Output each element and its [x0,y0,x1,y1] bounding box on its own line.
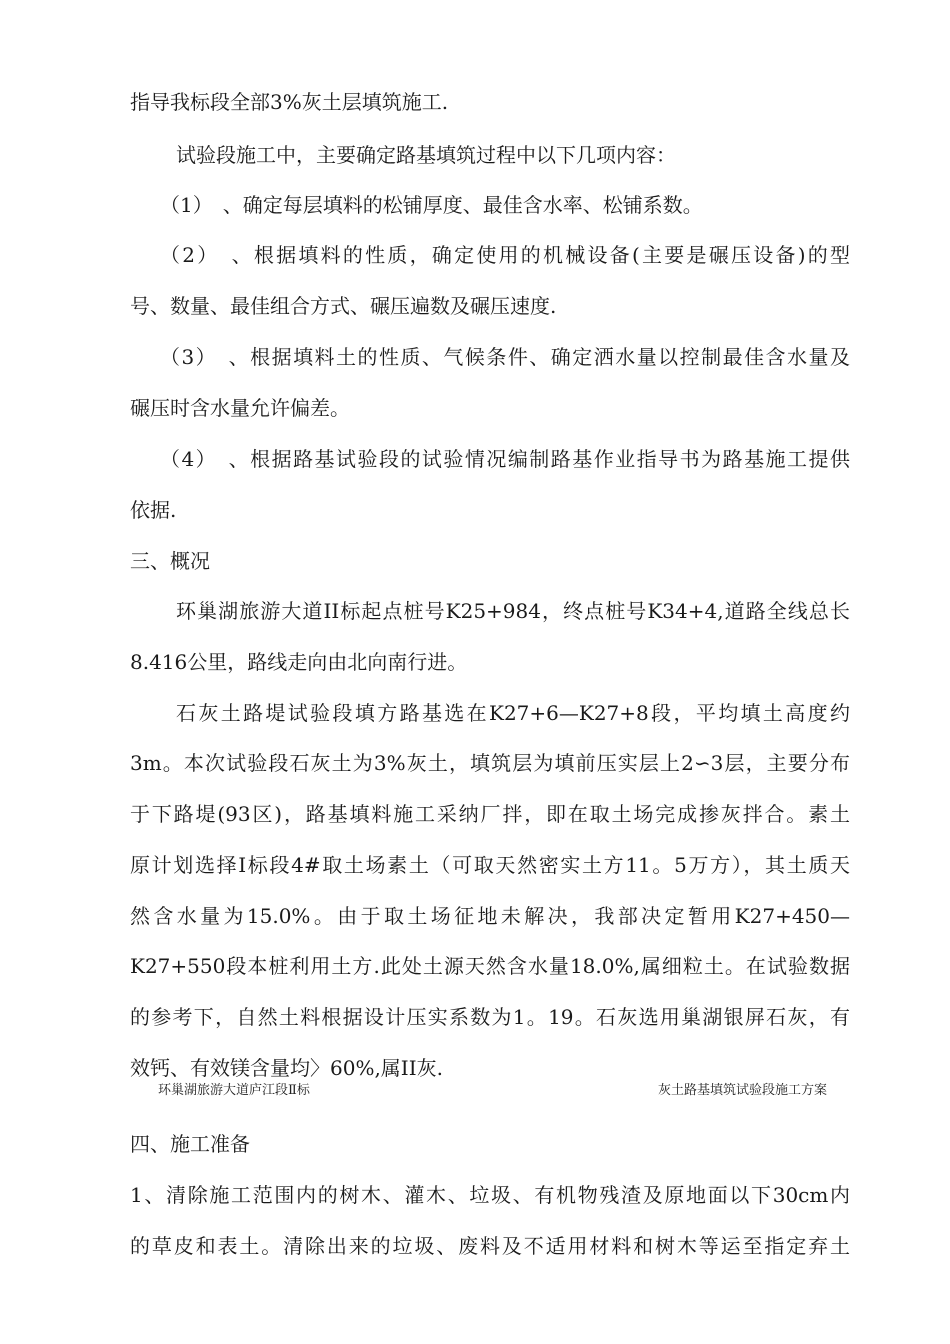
paragraph-line: 号、数量、最佳组合方式、碾压遍数及碾压速度. [130,294,557,318]
paragraph-line: 石灰土路堤试验段填方路基选在K27+6—K27+8段，平均填土高度约 [176,701,850,725]
paragraph-line: 碾压时含水量允许偏差。 [130,396,350,420]
paragraph-line: 效钙、有效镁含量均〉60%,属II灰. [130,1056,443,1080]
section-heading: 三、概况 [130,549,210,573]
list-item-4: （4） 、根据路基试验段的试验情况编制路基作业指导书为路基施工提供 [160,447,850,471]
paragraph-line: 1、清除施工范围内的树木、灌木、垃圾、有机物残渣及原地面以下30cm内 [130,1183,850,1207]
paragraph-line: 然含水量为15.0%。由于取土场征地未解决，我部决定暂用K27+450— [130,904,850,928]
paragraph-line: 的参考下，自然土料根据设计压实系数为1。19。石灰选用巢湖银屏石灰，有 [130,1005,850,1029]
list-item-3: （3） 、根据填料土的性质、气候条件、确定洒水量以控制最佳含水量及 [160,345,850,369]
footer-right: 灰土路基填筑试验段施工方案 [658,1083,828,1098]
list-item-2: （2） 、根据填料的性质，确定使用的机械设备(主要是碾压设备)的型 [160,243,850,267]
paragraph-line: 的草皮和表土。清除出来的垃圾、废料及不适用材料和树木等运至指定弃土 [130,1234,850,1258]
paragraph-line: 8.416公里，路线走向由北向南行进。 [130,650,468,674]
paragraph-line: 3m。本次试验段石灰土为3%灰土，填筑层为填前压实层上2∽3层，主要分布 [130,751,850,775]
paragraph-line: 原计划选择I标段4#取土场素土（可取天然密实土方11。5万方），其土质天 [130,853,850,877]
footer-left: 环巢湖旅游大道庐江段Ⅱ标 [158,1083,310,1098]
paragraph-line: 指导我标段全部3%灰土层填筑施工. [130,90,449,114]
list-item-1: （1） 、确定每层填料的松铺厚度、最佳含水率、松铺系数。 [160,193,703,217]
paragraph-line: 试验段施工中，主要确定路基填筑过程中以下几项内容： [176,143,676,167]
paragraph-line: K27+550段本桩利用土方.此处土源天然含水量18.0%,属细粒土。在试验数据 [130,954,850,978]
paragraph-line: 环巢湖旅游大道II标起点桩号K25+984，终点桩号K34+4,道路全线总长 [176,599,850,623]
paragraph-line: 依据. [130,498,177,522]
paragraph-line: 于下路堤(93区)，路基填料施工采纳厂拌，即在取土场完成掺灰拌合。素土 [130,802,850,826]
section-heading: 四、施工准备 [130,1132,250,1156]
